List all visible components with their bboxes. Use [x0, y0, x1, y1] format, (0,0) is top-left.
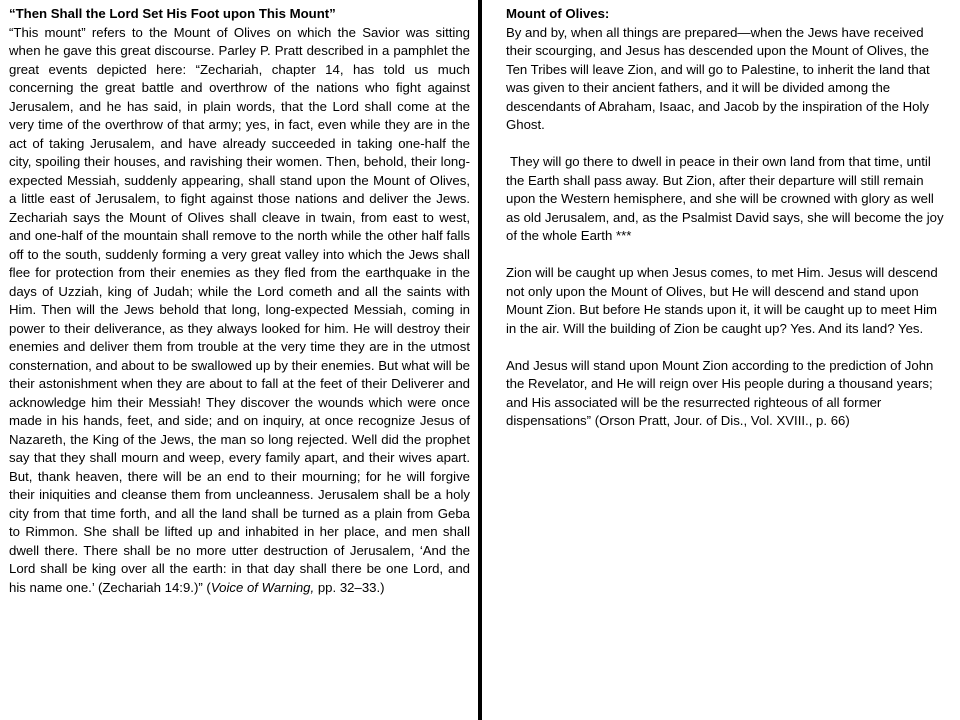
- right-text-panel: [482, 0, 960, 720]
- right-paragraph-4: And Jesus will stand upon Mount Zion according to the prediction of John the Revelator, and He will reign over His people during a thousand years; and His associated will be the resurrected righteous of all former dispensations” (Orson Pratt, Jour. of Dis., Vol. XVIII., p. 66): [506, 357, 934, 428]
- left-body: [9, 24, 470, 598]
- right-paragraph-1: By and by, when all things are prepared—when the Jews have received their scourging, and Jesus has descended upon the Mount of Olives, the Ten Tribes will leave Zion, and will go to Palestine, to inherit the land that was given to their ancient fathers, and it will be divided among the descendants of Abraham, Isaac, and Jacob by the inspiration of the Holy Ghost.: [506, 24, 930, 132]
- left-citation-rest: pp. 32–33.): [314, 579, 385, 595]
- left-citation-title: Voice of Warning,: [210, 579, 315, 595]
- right-heading: Mount of Olives:: [506, 6, 610, 21]
- right-paragraph-2: They will go there to dwell in peace in their own land from that time, until the Earth shall pass away. But Zion, after their departure will still remain upon the Western hemisphere, and she will be crowned with glory as well as old Jerusalem, and, as the Psalmist David says, she will become the joy of the whole Earth ***: [506, 154, 944, 243]
- right-paragraph-3: Zion will be caught up when Jesus comes, to met Him. Jesus will descend not only upon the Mount of Olives, but He will descend and stand upon Mount Zion. But before He stands upon it, it will be caught up to meet Him in the air. Will the building of Zion be caught up? Yes. And its land? Yes.: [506, 265, 938, 336]
- left-text-panel: [0, 0, 478, 720]
- left-body-text: “This mount” refers to the Mount of Olives on which the Savior was sitting when he gave this great discourse. Parley P. Pratt described in a pamphlet the great events depicted here: “Zechariah, chapter 14, has told us much concerning the great battle and overthrow of the nations who fight against Jerusalem, and he has said, in plain words, that the Lord shall come at the very time of the overthrow of that army; yes, in fact, even while they are in the act of taking Jerusalem, and have already succeeded in taking one-half the city, spoiling their houses, and ravishing their women. Then, behold, their long-expected Messiah, suddenly appearing, shall stand upon the Mount of Olives, a little east of Jerusalem, to fight against those nations and deliver the Jews. Zechariah says the Mount of Olives shall cleave in twain, from east to west, and one-half of the mountain shall remove to the north while the other half falls off to the south, suddenly forming a very great valley into which the Jews shall flee for protection from their enemies as they fled from the earthquake in the days of Uzziah, king of Judah; while the Lord cometh and all the saints with Him. Then will the Jews behold that long, long-expected Messiah, coming in power to their deliverance, as they always looked for him. He will destroy their enemies and deliver them from trouble at the very time they are in the utmost consternation, and about to be swallowed up by their enemies. But what will be their astonishment when they are about to fall at the feet of their Deliverer and acknowledge him their Messiah! They discover the wounds which were once made in his hands, feet, and side; and on inquiry, at once recognize Jesus of Nazareth, the King of the Jews, the man so long rejected. Well did the prophet say that they shall mourn and weep, every family apart, and their wives apart. But, thank heaven, there will be an end to their mourning; for he will forgive their iniquities and cleanse them from uncleanness. Jerusalem shall be a holy city from that time forth, and all the land shall be turned as a plain from Geba to Rimmon. She shall be lifted up and inhabited in her place, and men shall dwell there. There shall be no more utter destruction of Jerusalem, ‘And the Lord shall be king over all the earth: in that day shall there be one Lord, and his name one.’ (Zechariah 14:9.)” (: [9, 24, 470, 595]
- left-heading: “Then Shall the Lord Set His Foot upon This Mount”: [9, 6, 336, 21]
